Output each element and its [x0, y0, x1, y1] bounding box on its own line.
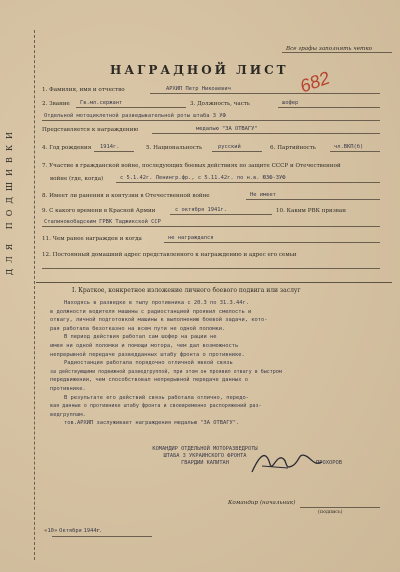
signature [248, 446, 328, 480]
field-12-rule [42, 268, 380, 269]
field-3-rule [278, 107, 380, 108]
field-3-label: 3. Должность, часть [190, 101, 250, 107]
date-day: 10 [47, 528, 54, 534]
field-2-rule [76, 107, 186, 108]
nominated-label: Представляется к награждению [42, 127, 139, 133]
narrative-line: в должности водителя машины с радиостанцией проявил смелость и [50, 308, 252, 315]
field-5-label: 5. Национальность [146, 145, 203, 151]
commander-line: ГВАРДИИ КАПИТАН [181, 460, 229, 466]
header-note: Все графы заполнять четко [286, 46, 373, 52]
field-11-value: не награждался [168, 235, 214, 241]
field-8-label: 8. Имеет ли ранения и контузии в Отечественной войне [42, 193, 210, 199]
field-10-value: Сталиновобадским ГРВК Таджикской ССР [44, 219, 161, 225]
field-2-value: Гв.мл.сержант [80, 100, 123, 106]
nominated-value: медалью "ЗА ОТВАГУ" [196, 126, 258, 132]
section-title: I. Краткое, конкретное изложение личного боевого подвига или заслуг [72, 287, 301, 294]
section-divider [36, 282, 392, 283]
date-line: «10» Октября 1944г. [44, 528, 102, 534]
narrative-line: тов.АРХИП заслуживает награждения медалью "ЗА ОТВАГУ". [64, 420, 240, 427]
field-10-rule [42, 226, 380, 227]
commander-name: ПРОХОРОВ [316, 460, 342, 466]
date-year: 1944 [83, 528, 97, 534]
commander-line: ШТАБА 3 УКРАИНСКОГО ФРОНТА [163, 453, 247, 459]
signature-label: (подпись) [318, 510, 343, 515]
field-7-rule [116, 182, 380, 183]
narrative-line: В период действия работал сам шофер на рации не [64, 334, 217, 341]
field-6-rule [330, 151, 380, 152]
nominated-rule [152, 133, 380, 134]
field-1-label: 1. Фамилия, имя и отчество [42, 87, 125, 93]
red-pencil-mark: 682 [297, 67, 333, 97]
field-1-rule [150, 93, 380, 94]
commander-label-text: Командир [228, 500, 259, 506]
narrative-line: имея ни одной поломки и помощи мотора, чем дал возможность [50, 342, 239, 349]
field-7-value: с 5.1.42г. Ленингр.фр., с 5.11.42г. по н.в. ЮЗФ-3УФ [120, 175, 286, 181]
narrative-line: противнике. [50, 385, 86, 392]
field-9-rule [170, 214, 272, 215]
field-5-value: русский [218, 144, 241, 150]
field-12-label: 12. Постоянный домашний адрес представленного к награждению и адрес его семьи [42, 252, 297, 258]
field-4-label: 4. Год рождения [42, 145, 92, 151]
narrative [50, 300, 390, 429]
header-rule [282, 52, 392, 53]
narrative-line: за действующими подвижной разведгруппой, при этом он проявил отвагу в быстром [50, 368, 282, 375]
commander-line: КОМАНДИР ОТДЕЛЬНОЙ МОТОРАЗВЕДРОТЫ [152, 446, 258, 452]
binding-line [34, 30, 35, 560]
field-8-value: Не имеет [250, 192, 276, 198]
narrative-line: Находясь в разведке в тылу противника с 20.3 по 31.3.44г. [64, 300, 249, 306]
narrative-line: непрерывной передаче разведданных штабу фронта о противнике. [50, 351, 245, 358]
field-5-rule [212, 151, 262, 152]
narrative-line: передвижении, чем способствовал непрерывной передаче данных о [50, 377, 248, 384]
signature-rule [300, 507, 380, 508]
field-9-label: 9. С какого времени в Красной Армии [42, 208, 156, 214]
field-3-value: шофер [282, 100, 299, 106]
narrative-line: отвагу, личной подготовкой машины к выполнению боевой задачи, кото- [50, 317, 268, 324]
field-7-label-cont: войне (где, когда) [50, 176, 104, 182]
unit-value: Отдельной мотоциклетной разведывательной роты штаба 3 УФ [44, 113, 226, 119]
field-7-label: 7. Участие в гражданской войне, последующих боевых действиях по защите СССР и Отечественной [42, 163, 341, 169]
date-month: Октября [59, 528, 82, 534]
field-6-label: 6. Партийность [270, 145, 316, 151]
field-4-value: 1914г. [100, 144, 120, 150]
field-1-value: АРХИП Петр Никоаевич [166, 86, 231, 92]
commander-sublabel: (начальник) [259, 500, 296, 506]
narrative-line: В результате его действий связь работала отлично, передо- [64, 394, 249, 401]
side-label: ДЛЯ ПОДШИВКИ [5, 126, 14, 276]
commander-label [228, 500, 295, 506]
field-11-rule [164, 242, 380, 243]
binding-margin [0, 36, 34, 536]
field-4-rule [94, 151, 134, 152]
narrative-line: ведгруппам. [50, 411, 86, 418]
field-6-value: чл.ВКП(б) [334, 144, 364, 150]
field-8-rule [246, 199, 380, 200]
field-10-label: 10. Каким РВК призван [276, 208, 346, 214]
date-rule [52, 536, 152, 537]
page-title: НАГРАДНОЙ ЛИСТ [110, 63, 289, 77]
narrative-line: вая данные о противнике штабу фронта и своевременно распоряжений раз- [50, 403, 262, 410]
date-suffix: г. [96, 528, 102, 534]
unit-rule [42, 120, 380, 121]
field-9-value: с октября 1941г. [175, 207, 227, 213]
field-2-label: 2. Звание [42, 101, 70, 107]
narrative-line: рая работала безотказно на всем пути не одной поломки. [50, 325, 226, 332]
field-11-label: 11. Чем ранее награжден и когда [42, 236, 142, 242]
narrative-line: Радиостанция работала порядочно отличной явкой связь [64, 360, 233, 367]
